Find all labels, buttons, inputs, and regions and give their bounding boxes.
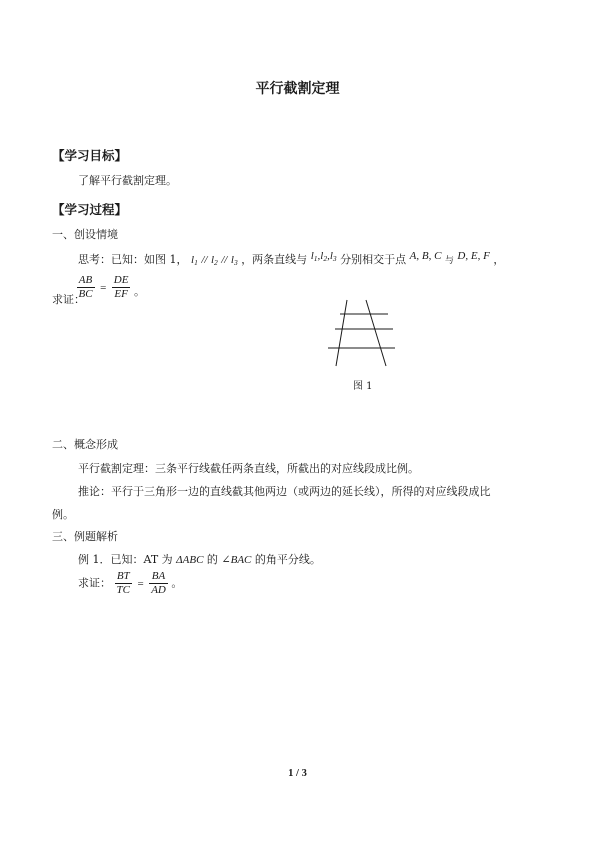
corollary-line-2: 例。 xyxy=(52,508,74,521)
fraction-ab-bc: $\frac{AB}{BC}$ xyxy=(78,274,93,300)
points-def: D, E, F xyxy=(457,250,490,262)
fraction-ba-ad: $\frac{BA}{AD}$ xyxy=(151,570,166,596)
points-abc: A, B, C xyxy=(409,250,442,262)
example-suffix: 的角平分线。 xyxy=(254,553,321,566)
transversal-left xyxy=(336,300,347,366)
prove-label-1: 求证： xyxy=(52,292,85,306)
page-title: 平行截割定理 xyxy=(255,81,340,97)
theorem-text: 平行截割定理：三条平行线截任两条直线，所截出的对应线段成比例。 xyxy=(78,462,419,475)
example-prefix: 例 1．已知：AT 为 xyxy=(78,553,173,566)
equals-2: = xyxy=(137,577,144,590)
l1: $l_1$ xyxy=(191,254,198,267)
transversal-right xyxy=(366,300,386,366)
part3-heading: 三、例题解析 xyxy=(52,530,118,543)
part1-heading: 一、创设情境 xyxy=(52,228,118,241)
corollary-line-1: 推论：平行于三角形一边的直线截其他两边（或两边的延长线），所得的对应线段成比 xyxy=(78,485,491,498)
lines-list: $l_1,l_2,l_3$ xyxy=(310,250,337,263)
figure-caption: 图 1 xyxy=(353,381,373,392)
comma: ， xyxy=(493,253,505,266)
parallel-2: // xyxy=(221,254,228,266)
mid-text: ，两条直线与 xyxy=(241,253,308,266)
prove-label-2: 求证： xyxy=(78,576,111,590)
prove-line-1 xyxy=(52,274,145,307)
period-2: 。 xyxy=(171,576,183,590)
page-number: 1 / 3 xyxy=(288,768,307,779)
process-heading: 【学习过程】 xyxy=(52,202,128,217)
part2-heading: 二、概念形成 xyxy=(52,438,118,451)
intersect-text: 分别相交于点 xyxy=(340,253,407,266)
l2: $l_2$ xyxy=(210,254,218,267)
example-line xyxy=(78,553,321,567)
prove-line-2 xyxy=(78,570,182,597)
goal-heading: 【学习目标】 xyxy=(52,148,128,163)
fraction-de-ef: $\frac{DE}{EF}$ xyxy=(113,274,129,300)
l3: $l_3$ xyxy=(230,254,238,267)
equals-1: = xyxy=(100,281,107,294)
goal-text: 了解平行截割定理。 xyxy=(78,174,177,187)
with-text: 与 xyxy=(444,256,454,266)
think-line xyxy=(78,250,505,270)
fraction-bt-tc: $\frac{BT}{TC}$ xyxy=(116,570,130,596)
figure-1 xyxy=(325,296,399,368)
parallel-1: // xyxy=(201,254,208,266)
think-prefix: 思考：已知：如图 1， xyxy=(78,253,188,266)
angle-bac: ∠BAC xyxy=(221,554,252,566)
period-1: 。 xyxy=(133,284,145,298)
triangle-abc: ΔABC xyxy=(176,554,204,566)
de-text: 的 xyxy=(206,553,218,566)
